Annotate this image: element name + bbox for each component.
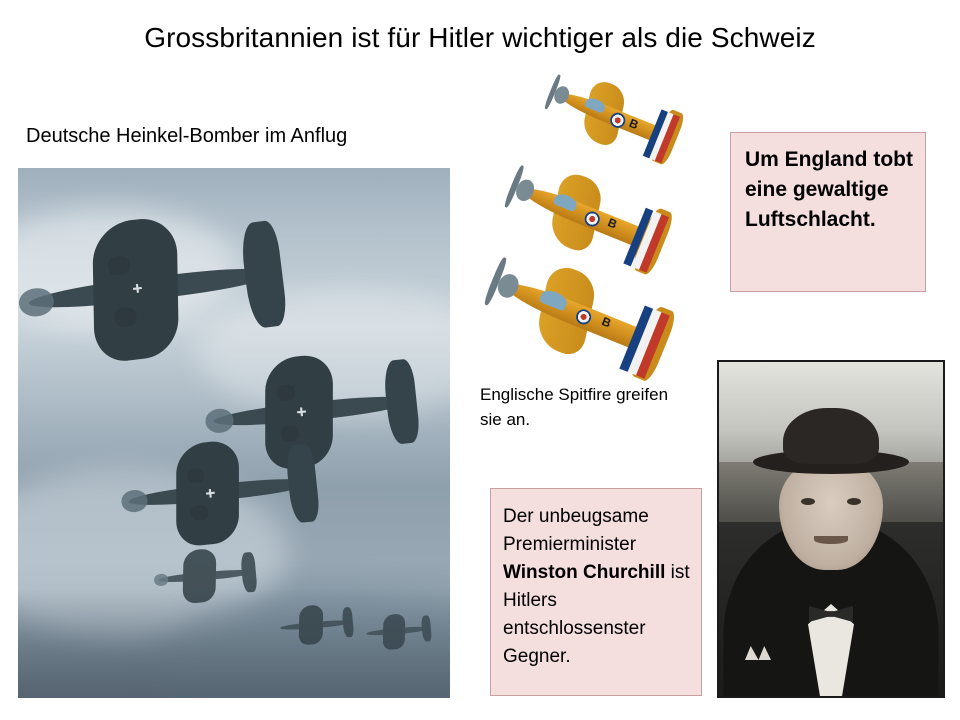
spitfire-aircraft: [549, 68, 683, 169]
caption-spitfires: Englische Spitfire greifen sie an.: [480, 385, 669, 429]
eye: [847, 498, 861, 505]
heinkel-bombers-photo: [18, 168, 450, 698]
bomber-aircraft: [279, 605, 354, 645]
callout-churchill-line1: Der unbeugsame Premierminister: [503, 506, 649, 555]
mouth: [814, 536, 848, 544]
bomber-aircraft: [124, 439, 317, 546]
bomber-aircraft: [156, 549, 256, 603]
spitfire-marking: B: [605, 215, 620, 232]
churchill-face: [779, 458, 883, 570]
page-title: Grossbritannien ist für Hitler wichtiger als die Schweiz: [144, 22, 816, 53]
eye: [801, 498, 815, 505]
winston-churchill-portrait: [717, 360, 945, 698]
callout-england-text: Um England tobt eine gewaltige Luftschlacht.: [745, 148, 913, 231]
callout-churchill: [490, 488, 702, 696]
hat-crown: [783, 408, 879, 464]
callout-churchill-line3: ist Hitlers entschlossenster Gegner.: [503, 561, 690, 667]
bomber-aircraft: [365, 613, 431, 648]
callout-england: [730, 132, 926, 292]
spitfire-marking: B: [627, 115, 641, 132]
caption-bombers: Deutsche Heinkel-Bomber im Anflug: [26, 125, 348, 147]
callout-churchill-name: Winston Churchill: [503, 561, 666, 583]
spitfire-marking: B: [599, 313, 614, 330]
